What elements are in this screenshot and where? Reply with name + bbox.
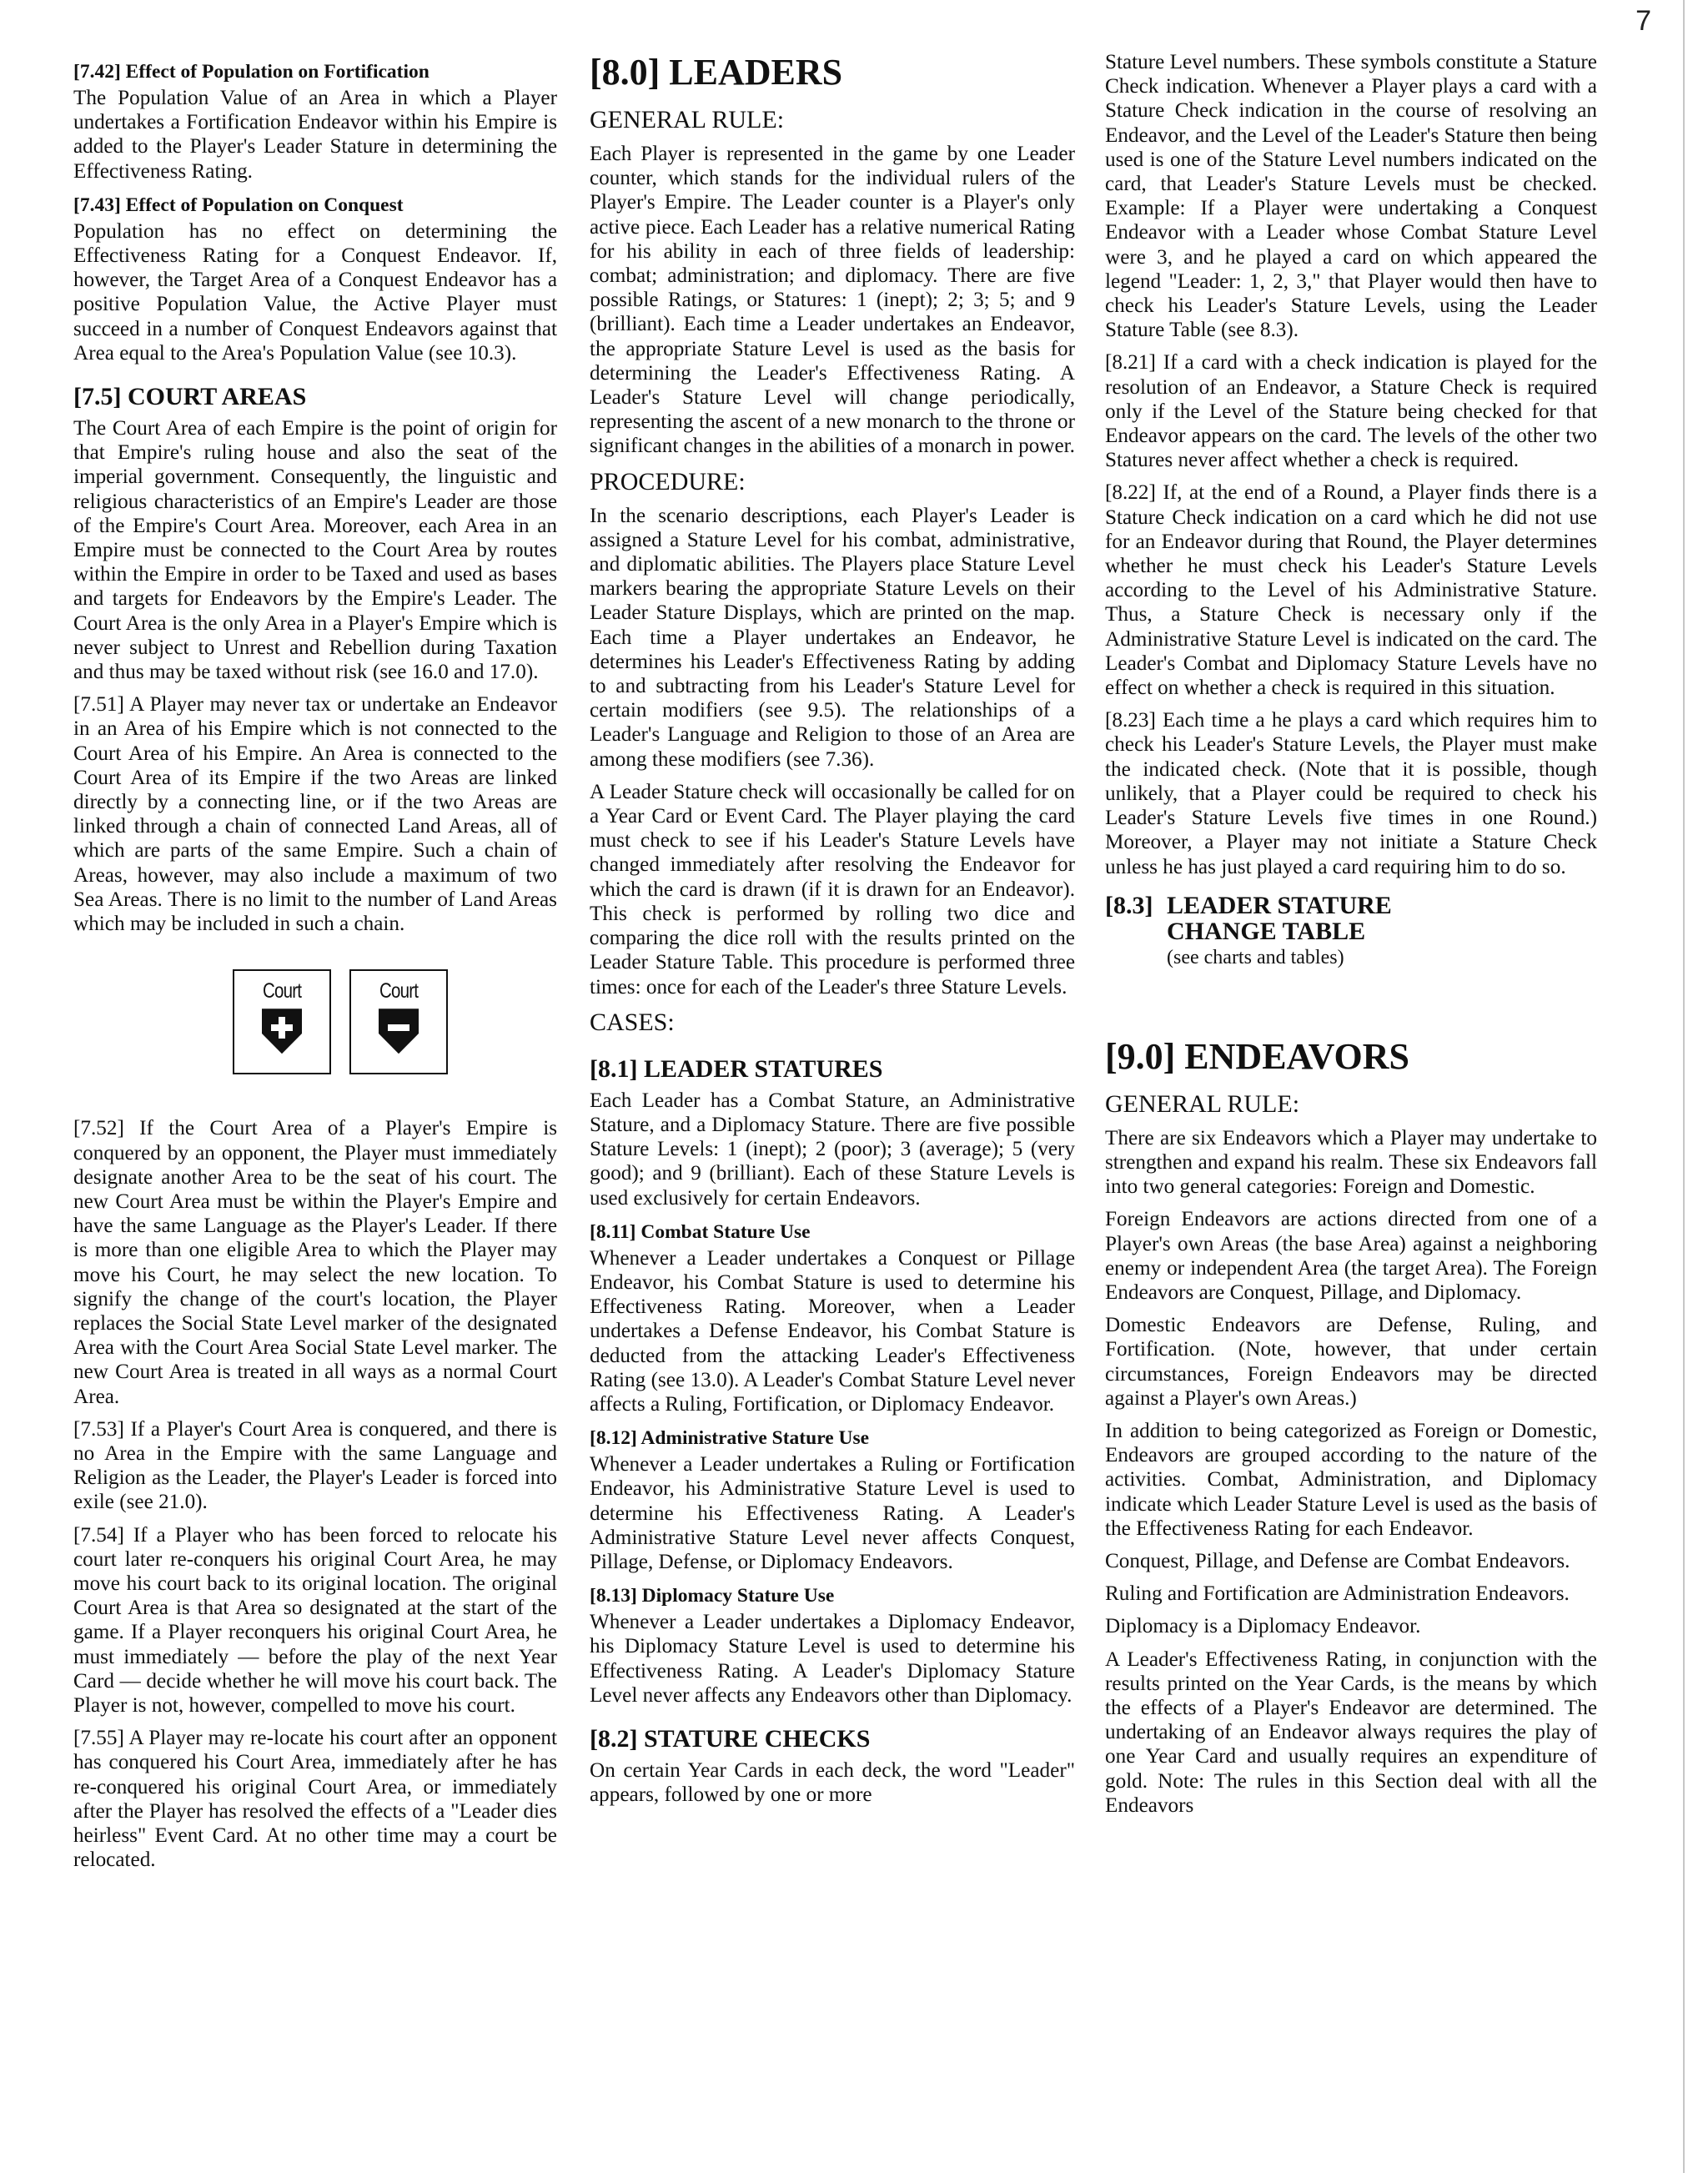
paragraph-diplomacy-endeavor: Diplomacy is a Diplomacy Endeavor. (1105, 1615, 1421, 1638)
court-plus-marker-label: Court (262, 979, 302, 1004)
column-middle (590, 50, 1075, 1815)
paragraph-combat-endeavors: Conquest, Pillage, and Defense are Combat Endeavors. (1105, 1549, 1570, 1572)
heading-7-42: [7.42] Effect of Population on Fortification (73, 61, 430, 83)
paragraph-7-53: [7.53] If a Player's Court Area is conquered, and there is no Area in the Empire with the same Language and Religion as the Leader, the Player's Leader is forced into exile (see 21.0). (73, 1417, 557, 1514)
court-minus-marker (349, 969, 448, 1074)
paragraph-effectiveness-rating: A Leader's Effectiveness Rating, in conjunction with the results printed on the Year Cards, is the means by which the effects of a Player's Endeavor are determined. The undertaking of an Endeavor always requires the play of one Year Card and usually requires an expenditure of gold. Note: The rules in this Section deal with all the Endeavors (1105, 1647, 1597, 1817)
heading-7-43: [7.43] Effect of Population on Conquest (73, 194, 404, 216)
paragraph-8-22: [8.22] If, at the end of a Round, a Player finds there is a Stature Check indication on a card which he did not use for an Endeavor during that Round, the Player determines whether he must check his Leader's Stature Levels according to the Level of his Administrative Stature. Thus, a Stature Check is necessary only if the Administrative Stature Level is indicated on the card. The Leader's Combat and Diplomacy Stature Levels have no effect on whether a check is required in this situation. (1105, 481, 1597, 700)
paragraph-8-13: Whenever a Leader undertakes a Diplomacy Endeavor, his Diplomacy Stature Level is used to determine his Effectiveness Rating. A Leader's Diplomacy Stature Level never affects any Endeavors other than Diplomacy. (590, 1611, 1075, 1707)
paragraph-7-42: The Population Value of an Area in which a Player undertakes a Fortification Endeavor within his Empire is added to the Player's Leader Stature in determining the Effectiveness Rating. (73, 87, 557, 183)
heading-8-11: [8.11] Combat Stature Use (590, 1220, 811, 1243)
paragraph-8-2-continued: Stature Level numbers. These symbols constitute a Stature Check indication. Whenever a Player plays a card with a Stature Check indication in the course of resolving an Endeavor, and the Level of the Leader's Stature then being used is one of the Stature Level numbers indicated on the card, that Leader's Stature Levels must be checked. Example: If a Player were undertaking a Conquest Endeavor with a Leader whose Combat Stature Level were 3, and he played a card on which appeared the legend "Leader: 1, 2, 3," that Player would then have to check his Leader's Stature Levels, using the Leader Stature Table (see 8.3). (1105, 51, 1597, 342)
paragraph-administration-endeavors: Ruling and Fortification are Administration Endeavors. (1105, 1582, 1570, 1606)
paragraph-7-54: [7.54] If a Player who has been forced to relocate his court later re-conquers his original Court Area, he may move his court back to its original location. The original Court Area is that Area so designated at the start of the game. If a Player reconquers his original Court Area, he must immediately — before the play of the next Year Card — decide whether he will move his court back. The Player is not, however, compelled to move his court. (73, 1523, 557, 1717)
heading-8-1: [8.1] LEADER STATURES (590, 1054, 883, 1083)
plus-shield-icon (262, 1009, 302, 1054)
heading-8-2: [8.2] STATURE CHECKS (590, 1724, 871, 1753)
paragraph-8-23: [8.23] Each time a he plays a card which requires him to check his Leader's Stature Levels, the Player must make the indicated check. (Note that it is possible, though unlikely, that a Player could be required to check his Leader's Stature Levels five times in one Round.) Moreover, a Player may not initiate a Stature Check unless he has just played a card requiring him to do so. (1105, 709, 1597, 878)
paragraph-8-12: Whenever a Leader undertakes a Ruling or Fortification Endeavor, his Administrative Stature Level is used to determine his Effectiveness Rating. A Leader's Administrative Stature Level never affects Conquest, Pillage, Defense, or Diplomacy Endeavors. (590, 1453, 1075, 1573)
page-edge-line (1683, 0, 1685, 2173)
paragraph-8-0-general: Each Player is represented in the game by one Leader counter, which stands for the individual rulers of the Player's Empire. The Leader counter is a Player's only active piece. Each Leader has a relative numerical Rating for his ability in each of three fields of leadership: combat; administration; and diplomacy. There are five possible Ratings, or Statures: 1 (inept); 2; 3; 5; and 9 (brilliant). Each time a Leader undertakes an Endeavor, the appropriate Stature Level is used as the basis for determining the Leader's Effectiveness Rating. A Leader's Stature Level will change periodically, representing the ascent of a new monarch to the throne or significant changes in the abilities of a monarch in power. (590, 143, 1075, 458)
paragraph-7-43: Population has no effect on determining the Effectiveness Rating for a Conquest Endeavor. If, however, the Target Area of a Conquest Endeavor has a positive Population Value, the Active Player must succeed in a number of Conquest Endeavors against that Area equal to the Area's Population Value (see 10.3). (73, 219, 557, 365)
paragraph-domestic-endeavors: Domestic Endeavors are Defense, Ruling, and Fortification. (Note, however, that under certain circumstances, Foreign Endeavors may be directed against a Player's own Areas.) (1105, 1314, 1597, 1410)
paragraph-8-2: On certain Year Cards in each deck, the word "Leader" appears, followed by one or more (590, 1758, 1075, 1807)
heading-8-3-number: [8.3] (1105, 891, 1153, 919)
cases-label: CASES: (590, 1008, 675, 1036)
paragraph-8-11: Whenever a Leader undertakes a Conquest or Pillage Endeavor, his Combat Stature is used to determine his Effectiveness Rating. Moreover, when a Leader undertakes a Defense Endeavor, his Combat Stature is deducted from the attacking Leader's Effectiveness Rating (see 13.0). A Leader's Combat Stature Level never affects a Ruling, Fortification, or Diplomacy Endeavor. (590, 1246, 1075, 1416)
heading-8-3-line-1: LEADER STATURE (1167, 891, 1392, 919)
paragraph-7-5: The Court Area of each Empire is the point of origin for that Empire's ruling house and also the seat of the imperial government. Consequently, the linguistic and religious characteristics of an Empire's Leader are those of the Empire's Court Area. Moreover, each Area in an Empire must be connected to the Court Area by routes within the Empire in order to be Taxed and used as bases and targets for Endeavors by the Empire's Leader. The Court Area is the only Area in a Player's Empire which is never subject to Unrest and Rebellion during Taxation and thus may be taxed without risk (see 16.0 and 17.0). (73, 417, 557, 684)
see-charts-note: (see charts and tables) (1167, 946, 1344, 968)
heading-8-0: [8.0] LEADERS (590, 52, 843, 93)
general-rule-label-9: GENERAL RULE: (1105, 1089, 1300, 1118)
paragraph-8-0-procedure-1: In the scenario descriptions, each Player's Leader is assigned a Stature Level for his combat, administrative, and diplomatic abilities. The Players place Stature Level markers bearing the appropriate Stature Levels on their Leader Stature Displays, which are printed on the map. Each time a Player undertakes an Endeavor, he determines his Leader's Effectiveness Rating by adding to and subtracting from his Leader's Stature Level for certain modifiers (see 9.5). The relationships of a Leader's Language and Religion to those of an Area are among these modifiers (see 7.36). (590, 504, 1075, 771)
heading-9-0: [9.0] ENDEAVORS (1105, 1035, 1410, 1077)
paragraph-7-51: [7.51] A Player may never tax or undertake an Endeavor in an Area of his Empire which is not connected to the Court Area of his Empire. An Area is connected to the Court Area of its Empire if the two Areas are linked directly by a connecting line, or if the two Areas are linked through a chain of connected Land Areas, all of which are parts of the same Empire. Such a chain of Areas, however, may also include a maximum of two Sea Areas. There is no limit to the number of Land Areas which may be included in such a chain. (73, 693, 557, 936)
procedure-label: PROCEDURE: (590, 467, 746, 495)
heading-8-12: [8.12] Administrative Stature Use (590, 1427, 870, 1450)
general-rule-label: GENERAL RULE: (590, 106, 785, 133)
column-left (73, 50, 557, 1880)
court-plus-marker (233, 969, 331, 1074)
column-right (1105, 50, 1597, 1826)
minus-shield-icon (379, 1009, 419, 1054)
paragraph-foreign-endeavors: Foreign Endeavors are actions directed from one of a Player's own Areas (the base Area) against a neighboring enemy or independent Area (the target Area). The Foreign Endeavors are Conquest, Pillage, and Diplomacy. (1105, 1208, 1597, 1304)
paragraph-endeavor-categories: In addition to being categorized as Foreign or Domestic, Endeavors are grouped according to the nature of the activities. Combat, Administration, and Diplomacy indicate which Leader Stature Level is used as the basis of the Effectiveness Rating for each Endeavor. (1105, 1419, 1597, 1540)
paragraph-8-21: [8.21] If a card with a check indication is played for the resolution of an Endeavor, a Stature Check is required only if the Level of the Stature being checked for that Endeavor appears on the card. The levels of the other two Statures never affect whether a check is required. (1105, 351, 1597, 472)
heading-8-3 (1105, 893, 1597, 944)
paragraph-8-0-procedure-2: A Leader Stature check will occasionally be called for on a Year Card or Event Card. The Player playing the card must check to see if his Leader's Stature Levels have changed immediately after resolving the Endeavor for which the card is drawn (if it is drawn for an Endeavor). This check is performed by rolling two dice and comparing the dice roll with the results printed on the Leader Stature Table. This procedure is performed three times: once for each of the Leader's three Stature Levels. (590, 780, 1075, 998)
court-markers (123, 969, 557, 1074)
paragraph-8-1: Each Leader has a Combat Stature, an Administrative Stature, and a Diplomacy Stature. There are five possible Stature Levels: 1 (inept); 2 (poor); 3 (average); 5 (very good); and 9 (brilliant). Each of these Stature Levels is used exclusively for certain Endeavors. (590, 1089, 1075, 1210)
page-number: 7 (1635, 5, 1651, 37)
heading-8-3-line-2: CHANGE TABLE (1167, 917, 1366, 945)
court-minus-marker-label: Court (379, 979, 419, 1004)
heading-7-5: [7.5] COURT AREAS (73, 383, 307, 411)
paragraph-7-55: [7.55] A Player may re-locate his court after an opponent has conquered his Court Area, immediately after he has re-conquered his original Court Area, or immediately after the Player has resolved the effects of a "Leader dies heirless" Event Card. At no other time may a court be relocated. (73, 1727, 557, 1872)
paragraph-9-0-general: There are six Endeavors which a Player may undertake to strengthen and expand his realm. These six Endeavors fall into two general categories: Foreign and Domestic. (1105, 1126, 1597, 1199)
heading-8-13: [8.13] Diplomacy Stature Use (590, 1585, 835, 1607)
paragraph-7-52: [7.52] If the Court Area of a Player's Empire is conquered by an opponent, the Player must immediately designate another Area to be the seat of his court. The new Court Area must be within the Player's Empire and have the same Language as the Player's Leader. If there is more than one eligible Area to which the Player may move his Court, he may select the new location. To signify the change of the court's location, the Player replaces the Social State Level marker of the designated Area with the Court Area Social State Level marker. The new Court Area is treated in all ways as a normal Court Area. (73, 1117, 557, 1408)
heading-8-3-title (1167, 893, 1392, 944)
